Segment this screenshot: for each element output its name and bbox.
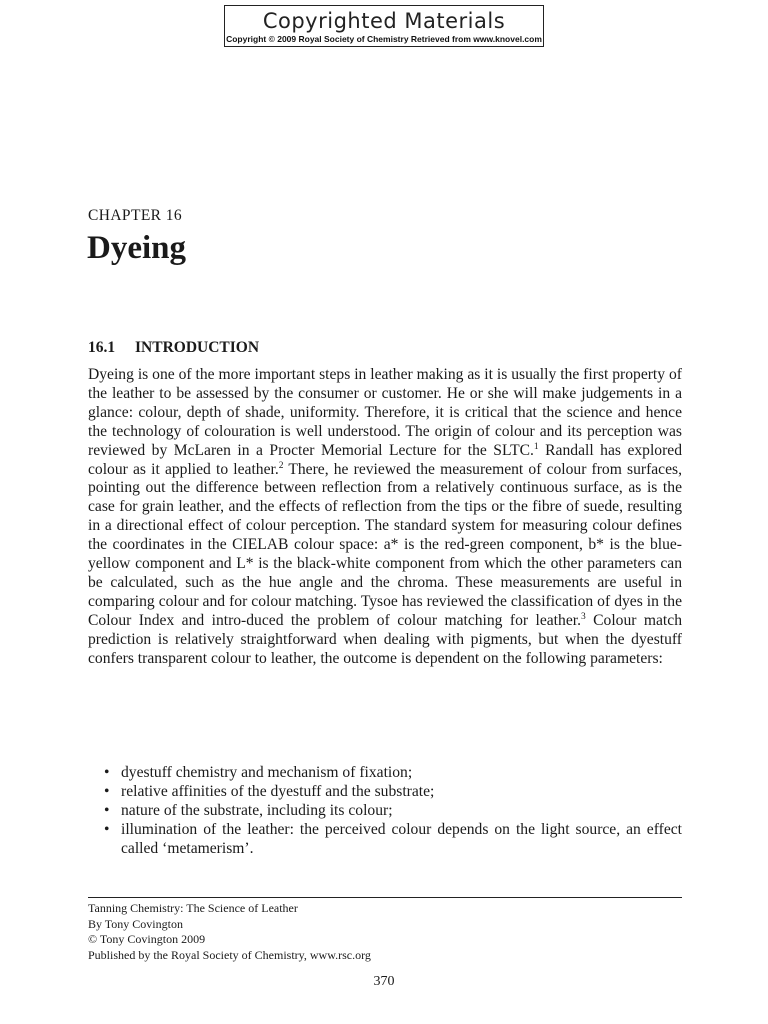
bullet-icon: • xyxy=(104,764,110,781)
list-item xyxy=(88,782,682,801)
chapter-title: Dyeing xyxy=(87,230,186,266)
text-segment: Colour match prediction is relatively straightforward when dealing with pigments, but when the dyestuff confers transparent colour to leather, the outcome is dependent on the following parameters: xyxy=(88,611,682,667)
text-segment: There, he reviewed the measurement of colour from surfaces, pointing out the difference between reflection from a relatively continuous surface, as is the case for grain leather, and the effects of reflection from the tips or the fibre of suede, resulting in a directional effect of colour perception. The standard system for measuring colour defines the coordinates in the CIELAB colour space: a* is the red-green component, b* is the blue-yellow component and L* is the black-white component from which the other parameters can be calculated, such as the hue angle and the chroma. These measurements are useful in comparing colour and for colour matching. Tysoe has reviewed the classification of dyes in the Colour Index and intro-duced the problem of colour matching for leather. xyxy=(88,460,682,629)
stamp-title: Copyrighted Materials xyxy=(262,9,506,33)
text-segment: Randall has explored colour as it applied to leather. xyxy=(88,441,683,478)
section-number: 16.1 xyxy=(88,339,116,356)
list-item xyxy=(88,820,682,858)
publication-footer xyxy=(88,901,371,963)
list-item xyxy=(88,801,682,820)
chapter-label: CHAPTER 16 xyxy=(88,207,182,224)
paragraph-text xyxy=(88,366,682,669)
reference-1: 1 xyxy=(533,441,539,452)
copyright-line: © Tony Covington 2009 xyxy=(88,932,206,946)
section-heading xyxy=(88,339,259,357)
bullet-icon: • xyxy=(104,783,110,800)
publisher-line: Published by the Royal Society of Chemistry, www.rsc.org xyxy=(88,947,371,962)
text-segment: Dyeing is one of the more important steps in leather making as it is usually the first property of the leather to be assessed by the consumer or customer. He or she will make judgements in a glance: colour, depth of shade, uniformity. Therefore, it is critical that the science and hence the technology of colouration is well understood. The origin of colour and its perception was reviewed by McLaren in a Procter Memorial Lecture for the SLTC. xyxy=(88,366,682,459)
list-item-text: relative affinities of the dyestuff and the substrate; xyxy=(121,783,435,800)
parameter-list xyxy=(88,763,682,858)
reference-2: 2 xyxy=(278,460,284,471)
author-line: By Tony Covington xyxy=(88,916,183,931)
reference-3: 3 xyxy=(580,611,586,622)
footer-divider xyxy=(88,897,682,898)
book-title: Tanning Chemistry: The Science of Leather xyxy=(88,901,298,915)
page-number: 370 xyxy=(373,974,395,989)
section-title: INTRODUCTION xyxy=(135,339,260,356)
stamp-subtitle: Copyright © 2009 Royal Society of Chemistry Retrieved from www.knovel.com xyxy=(226,34,542,44)
list-item-text: nature of the substrate, including its colour; xyxy=(121,802,393,819)
list-item-text: dyestuff chemistry and mechanism of fixation; xyxy=(121,764,413,781)
list-item-text: illumination of the leather: the perceived colour depends on the light source, an effect called ‘metamerism’. xyxy=(121,821,682,857)
bullet-icon: • xyxy=(104,821,110,838)
introduction-paragraph xyxy=(88,366,682,669)
copyright-stamp xyxy=(224,5,544,47)
list-item xyxy=(88,763,682,782)
bullet-icon: • xyxy=(104,802,110,819)
